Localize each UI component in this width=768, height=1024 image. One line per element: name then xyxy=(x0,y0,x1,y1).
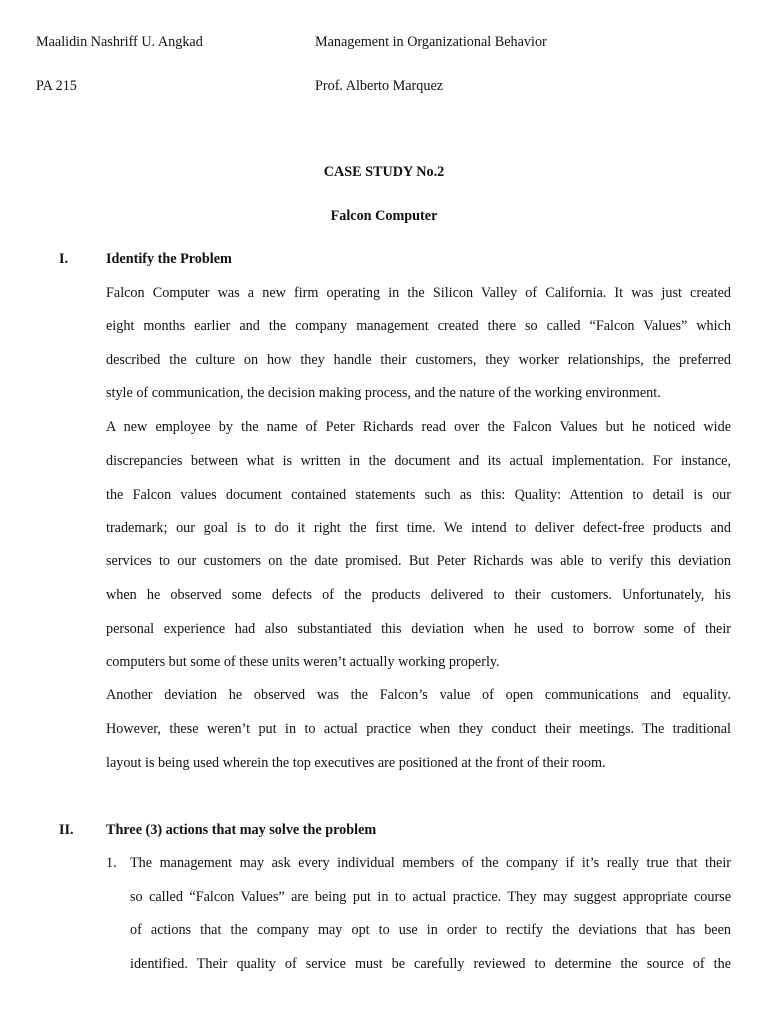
section-1-line: eight months earlier and the company management created there so called “Falcon Values” which xyxy=(106,318,731,334)
section-1-line: described the culture on how they handle their customers, they worker relationships, the preferred xyxy=(106,352,731,368)
course-code: PA 215 xyxy=(36,78,77,94)
section-1-line: computers but some of these units weren’t actually working properly. xyxy=(106,654,500,670)
section-2-number: II. xyxy=(59,822,74,838)
section-1-line: services to our customers on the date promised. But Peter Richards was able to verify this deviation xyxy=(106,553,731,569)
section-1-heading: Identify the Problem xyxy=(106,251,232,267)
section-1-line: when he observed some defects of the products delivered to their customers. Unfortunately, his xyxy=(106,587,731,603)
list-item-line: The management may ask every individual members of the company if it’s really true that their xyxy=(130,855,731,871)
list-item-line: of actions that the company may opt to use in order to rectify the deviations that has been xyxy=(130,922,731,938)
section-1-line: However, these weren’t put in to actual practice when they conduct their meetings. The traditional xyxy=(106,721,731,737)
section-1-line: Falcon Computer was a new firm operating in the Silicon Valley of California. It was just created xyxy=(106,285,731,301)
case-study-subject: Falcon Computer xyxy=(330,208,438,224)
list-item-line: identified. Their quality of service must be carefully reviewed to determine the source of the xyxy=(130,956,731,972)
section-1-line: layout is being used wherein the top executives are positioned at the front of their room. xyxy=(106,755,606,771)
section-1-line: the Falcon values document contained statements such as this: Quality: Attention to detail is our xyxy=(106,487,731,503)
case-study-title: CASE STUDY No.2 xyxy=(323,164,445,180)
section-1-line: personal experience had also substantiated this deviation when he used to borrow some of their xyxy=(106,621,731,637)
section-1-line: A new employee by the name of Peter Richards read over the Falcon Values but he noticed wide xyxy=(106,419,731,435)
list-item-number: 1. xyxy=(106,855,117,871)
section-1-number: I. xyxy=(59,251,69,267)
section-1-line: discrepancies between what is written in the document and its actual implementation. For instance, xyxy=(106,453,731,469)
section-1-line: Another deviation he observed was the Falcon’s value of open communications and equality. xyxy=(106,687,731,703)
list-item-line: so called “Falcon Values” are being put in to actual practice. They may suggest appropriate course xyxy=(130,889,731,905)
professor-name: Prof. Alberto Marquez xyxy=(315,78,444,94)
section-1-line: style of communication, the decision making process, and the nature of the working environment. xyxy=(106,385,661,401)
author-name: Maalidin Nashriff U. Angkad xyxy=(36,34,203,50)
course-title: Management in Organizational Behavior xyxy=(315,34,547,50)
section-1-line: trademark; our goal is to do it right the first time. We intend to deliver defect-free products and xyxy=(106,520,731,536)
section-2-heading: Three (3) actions that may solve the problem xyxy=(106,822,377,838)
